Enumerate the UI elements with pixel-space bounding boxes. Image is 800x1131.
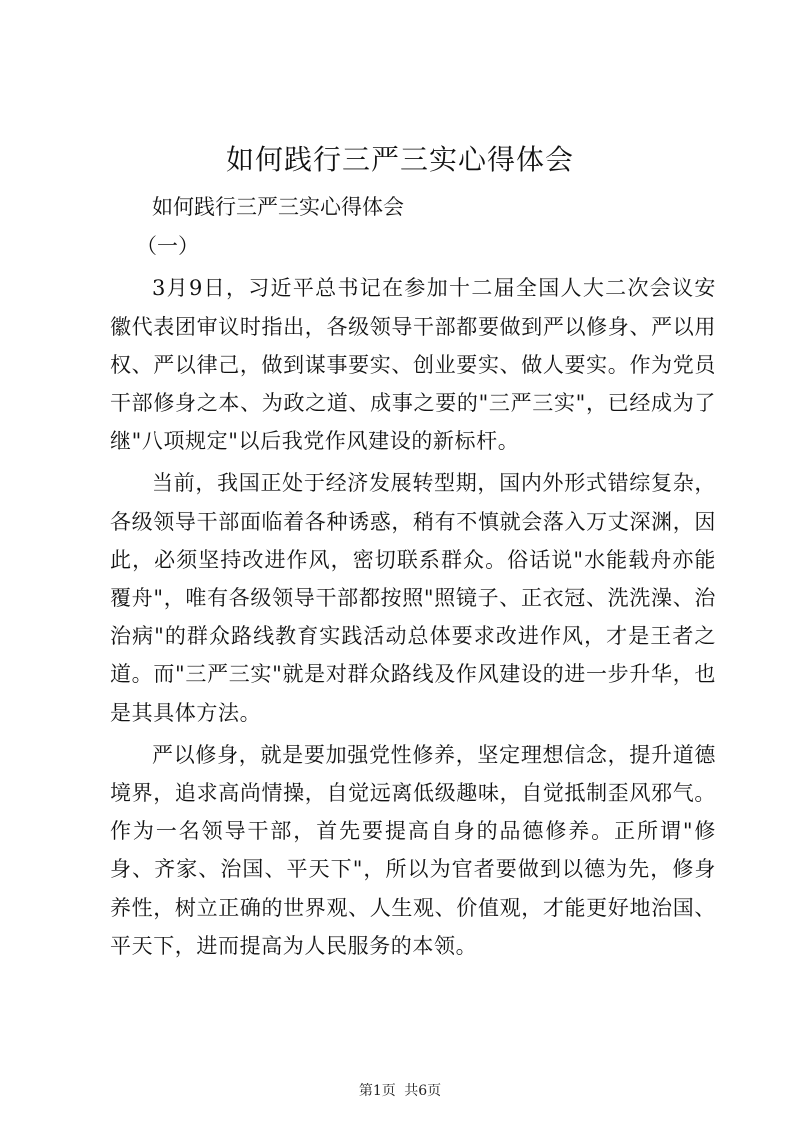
document-subtitle: 如何践行三严三实心得体会 [152,195,404,219]
page-number: 第1页 [358,1083,396,1099]
paragraph-3: 严以修身，就是要加强党性修养，坚定理想信念，提升道德境界，追求高尚情操，自觉远离低级趣味，自觉抵制歪风邪气。作为一名领导干部，首先要提高自身的品德修养。正所谓"修身、齐家、治国、平天下"，所以为官者要做到以德为先，修身养性，树立正确的世界观、人生观、价值观，才能更好地治国、平天下，进而提高为人民服务的本领。 [110,742,716,958]
paragraph-1: 3月9日，习近平总书记在参加十二届全国人大二次会议安徽代表团审议时指出，各级领导干部都要做到严以修身、严以用权、严以律己，做到谋事要实、创业要实、做人要实。作为党员干部修身之本、为政之道、成事之要的"三严三实"，已经成为了继"八项规定"以后我党作风建设的新标杆。 [110,276,716,454]
paragraph-2: 当前，我国正处于经济发展转型期，国内外形式错综复杂，各级领导干部面临着各种诱惑，稍有不慎就会落入万丈深渊，因此，必须坚持改进作风，密切联系群众。俗话说"水能载舟亦能覆舟"，唯有各级领导干部都按照"照镜子、正衣冠、洗洗澡、治治病"的群众路线教育实践活动总体要求改进作风，才是王者之道。而"三严三实"就是对群众路线及作风建设的进一步升华，也是其具体方法。 [110,471,716,725]
section-marker: （一） [136,234,199,259]
page-footer [0,1081,800,1101]
document-title: 如何践行三严三实心得体会 [225,143,574,176]
document-body [110,188,716,965]
page-total: 共6页 [404,1083,442,1099]
